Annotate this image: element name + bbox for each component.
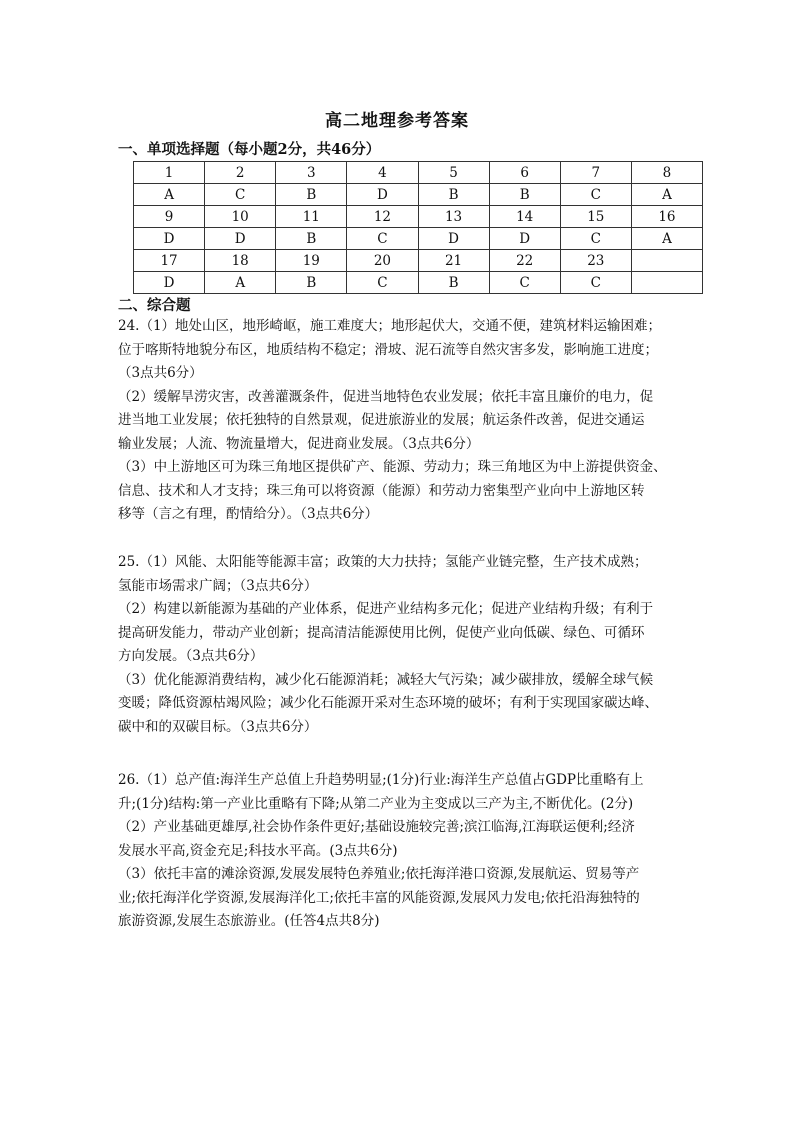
answer-line: 变暖；降低资源枯竭风险；减少化石能源开采对生态环境的破坏；有利于实现国家碳达峰、 [118,695,658,711]
answer-cell: B [418,272,489,294]
answer-cell: A [205,272,276,294]
question-number-cell: 23 [560,250,631,272]
answer-cell: D [347,184,418,206]
answer-cell: B [489,184,560,206]
answer-cell: A [631,228,702,250]
answer-table [133,161,703,294]
answer-line: 26.（1）总产值:海洋生产总值上升趋势明显;(1分)行业:海洋生产总值占GDP比重略有上 [118,772,644,788]
question-24-answer [118,315,698,527]
answer-cell: C [560,272,631,294]
answer-line: 位于喀斯特地貌分布区，地质结构不稳定；滑坡、泥石流等自然灾害多发，影响施工进度； [118,341,658,358]
question-number-cell: 19 [276,250,347,272]
question-number-cell: 11 [276,206,347,228]
question-number-row [134,162,703,184]
answer-line: 24.（1）地处山区，地形崎岖，施工难度大；地形起伏大，交通不便，建筑材料运输困难； [118,318,662,334]
question-number-cell: 10 [205,206,276,228]
answer-cell: C [205,184,276,206]
question-number-row [134,250,703,272]
page-title: 高二地理参考答案 [325,111,469,131]
question-number-cell: 14 [489,206,560,228]
answer-cell: D [134,272,205,294]
question-number-cell: 6 [489,162,560,184]
answer-line: 信息、技术和人才支持；珠三角可以将资源（能源）和劳动力密集型产业向中上游地区转 [118,482,645,499]
question-number-cell: 17 [134,250,205,272]
answer-line: 升;(1分)结构:第一产业比重略有下降;从第二产业为主变成以三产为主,不断优化。(2分) [118,795,634,812]
question-number-cell: 5 [418,162,489,184]
answer-cell: D [205,228,276,250]
question-number-cell: 4 [347,162,418,184]
answer-cell: A [134,184,205,206]
question-number-cell: 2 [205,162,276,184]
answer-line: （3点共6分） [118,365,203,381]
answer-row [134,228,703,250]
question-25-answer [118,551,698,739]
section-heading-comprehensive: 二、综合题 [118,297,191,314]
answer-line: 25.（1）风能、太阳能等能源丰富；政策的大力扶持；氢能产业链完整，生产技术成熟； [118,554,648,570]
answer-line: （2）构建以新能源为基础的产业体系，促进产业结构多元化；促进产业结构升级；有利于 [118,601,654,617]
answer-cell: A [631,184,702,206]
answer-cell: C [347,228,418,250]
answer-line: 氢能市场需求广阔；（3点共6分） [118,577,318,594]
question-number-cell: 8 [631,162,702,184]
answer-row [134,272,703,294]
section-heading-multiple-choice: 一、单项选择题（每小题2分，共46分） [118,141,381,158]
answer-cell: D [418,228,489,250]
answer-line: 提高研发能力，带动产业创新；提高清洁能源使用比例，促使产业向低碳、绿色、可循环 [118,624,645,641]
answer-cell: D [134,228,205,250]
answer-cell: C [560,184,631,206]
answer-line: 碳中和的双碳目标。（3点共6分） [118,718,318,735]
answer-line: （2）缓解旱涝灾害，改善灌溉条件，促进当地特色农业发展；依托丰富且廉价的电力，促 [118,388,654,405]
question-number-cell: 20 [347,250,418,272]
answer-line: 方向发展。（3点共6分） [118,648,264,664]
answer-line: 发展水平高,资金充足;科技水平高。(3点共6分) [118,842,398,859]
answer-cell: B [418,184,489,206]
question-number-cell [631,250,702,272]
question-number-cell: 9 [134,206,205,228]
question-number-cell: 21 [418,250,489,272]
question-number-cell: 18 [205,250,276,272]
question-number-cell: 1 [134,162,205,184]
answer-cell: C [347,272,418,294]
answer-line: （2）产业基础更雄厚,社会协作条件更好;基础设施较完善;滨江临海,江海联运便利;经济 [118,819,635,835]
answer-line: 移等（言之有理，酌情给分）。（3点共6分） [118,506,379,522]
question-number-cell: 7 [560,162,631,184]
answer-line: 业;依托海洋化学资源,发展海洋化工;依托丰富的风能资源,发展风力发电;依托沿海独特的 [118,889,640,906]
answer-line: （3）依托丰富的滩涂资源,发展发展特色养殖业;依托海洋港口资源,发展航运、贸易等产 [118,866,640,882]
question-number-cell: 13 [418,206,489,228]
question-number-cell: 3 [276,162,347,184]
answer-cell: B [276,228,347,250]
question-number-row [134,206,703,228]
answer-cell: C [560,228,631,250]
answer-line: 输业发展；人流、物流量增大，促进商业发展。（3点共6分） [118,435,480,452]
answer-cell: B [276,272,347,294]
answer-cell: D [489,228,560,250]
question-number-cell: 15 [560,206,631,228]
answer-line: 进当地工业发展；依托独特的自然景观，促进旅游业的发展；航运条件改善，促进交通运 [118,412,645,428]
question-26-answer [118,769,698,934]
answer-row [134,184,703,206]
answer-line: （3）优化能源消费结构，减少化石能源消耗；减轻大气污染；减少碳排放，缓解全球气候 [118,671,654,688]
answer-line: （3）中上游地区可为珠三角地区提供矿产、能源、劳动力；珠三角地区为中上游提供资金、 [118,459,667,475]
answer-cell: C [489,272,560,294]
question-number-cell: 22 [489,250,560,272]
answer-cell: B [276,184,347,206]
answer-line: 旅游资源,发展生态旅游业。(任答4点共8分) [118,913,380,929]
question-number-cell: 16 [631,206,702,228]
answer-cell [631,272,702,294]
question-number-cell: 12 [347,206,418,228]
